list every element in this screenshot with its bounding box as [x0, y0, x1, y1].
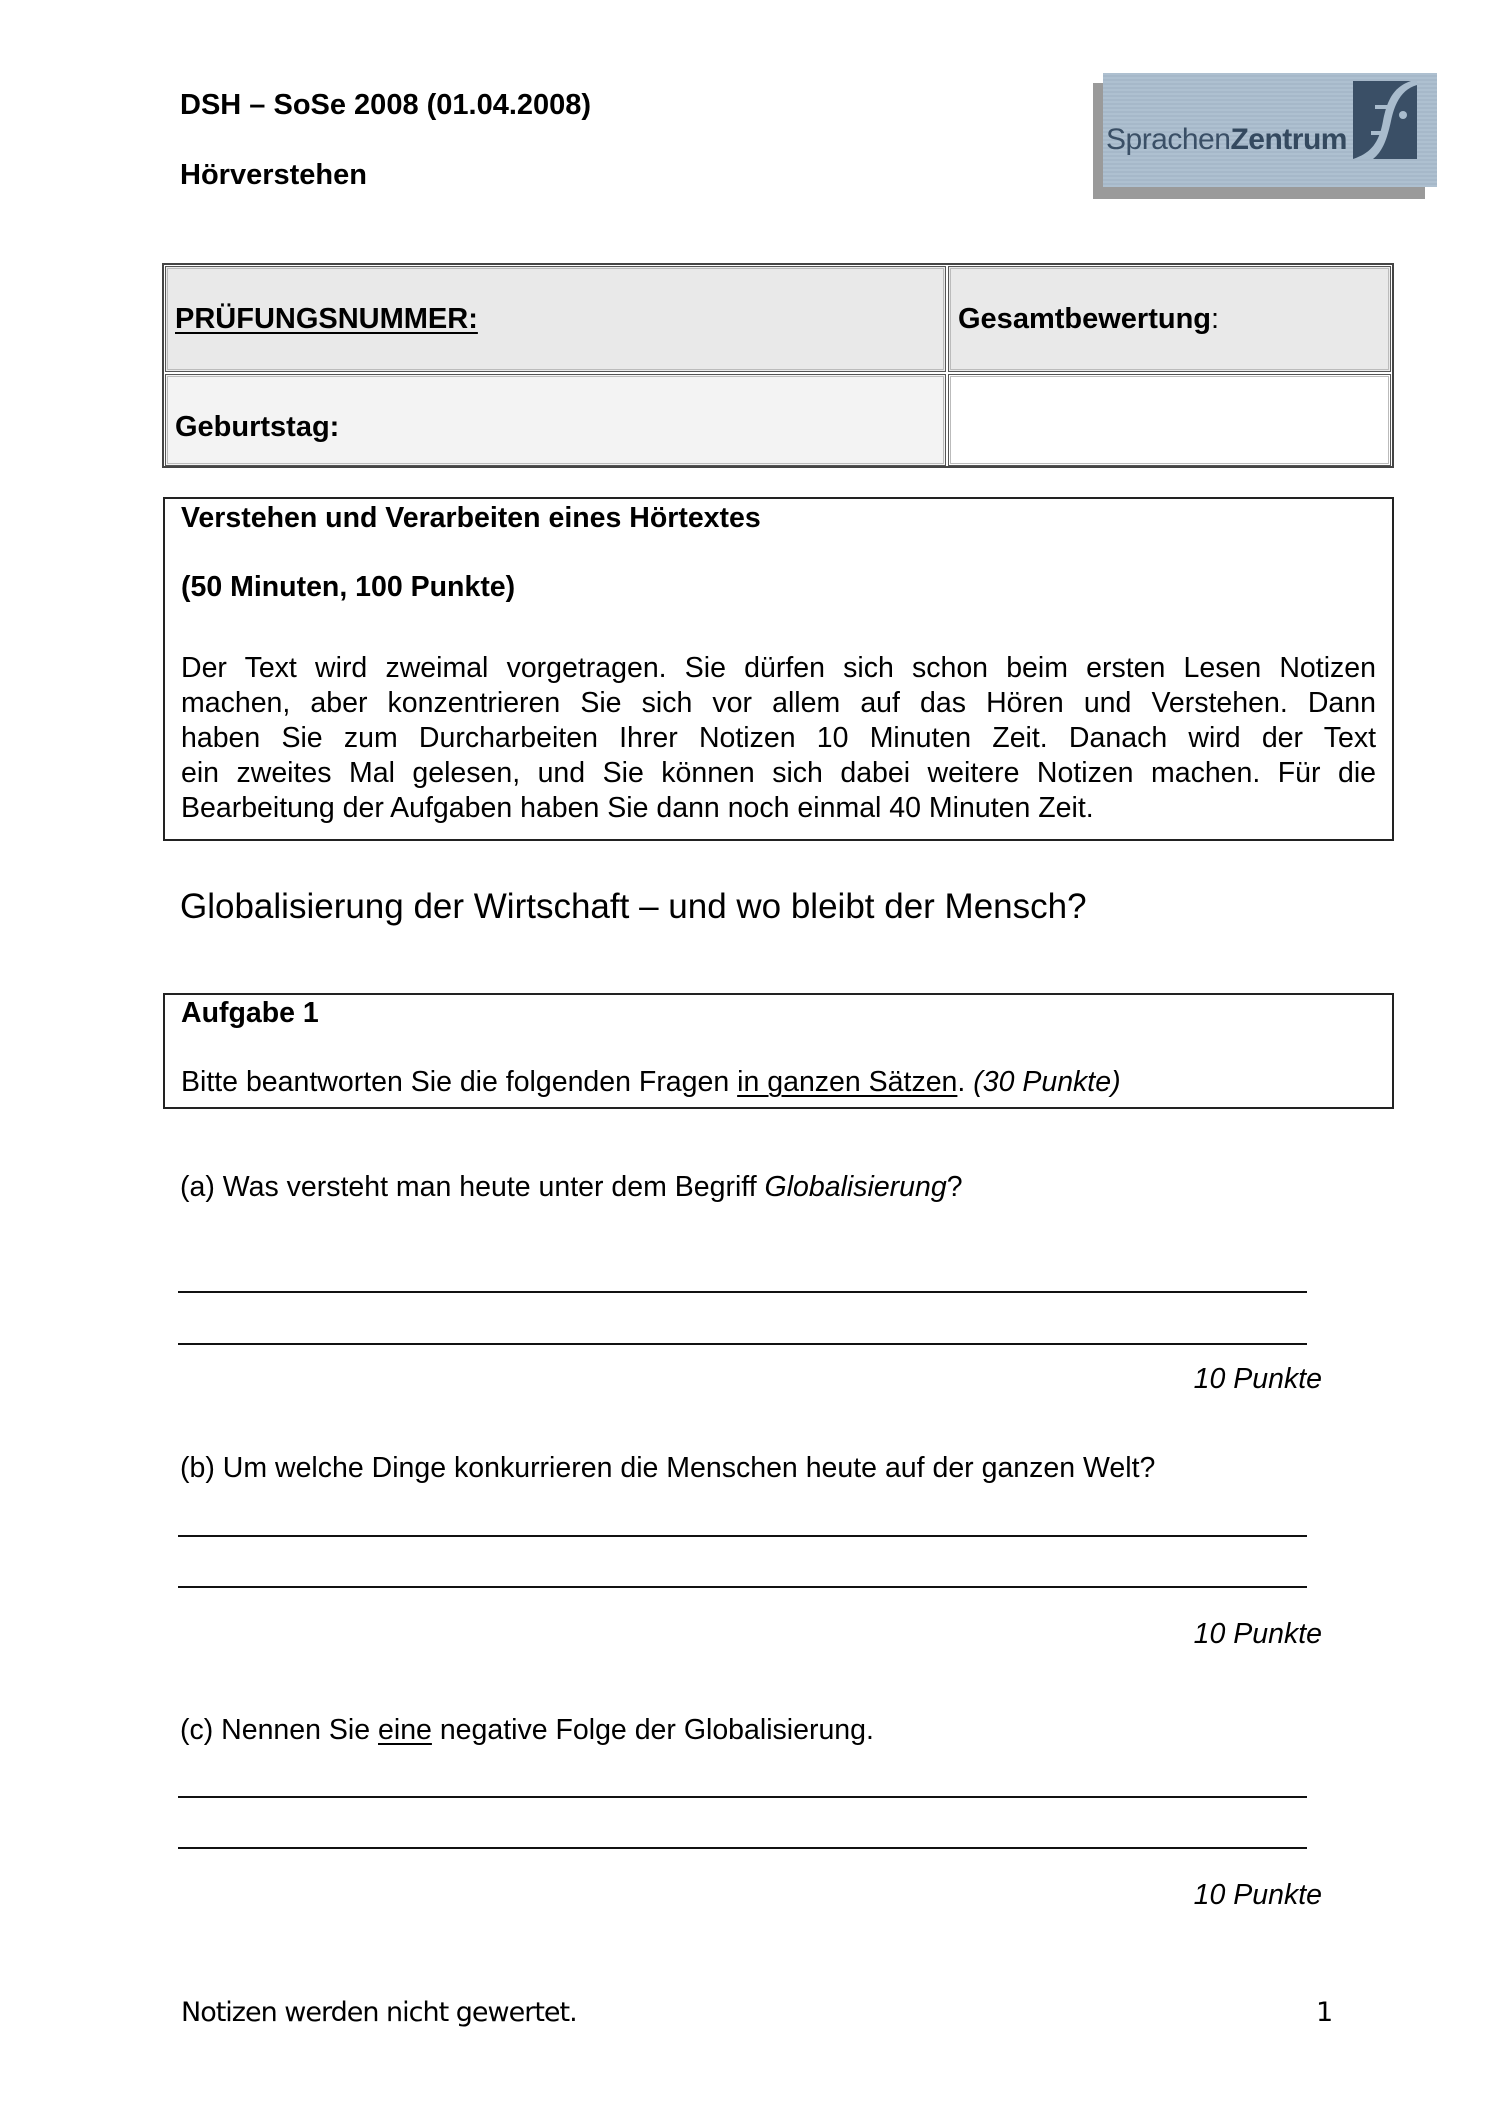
- task-box: [163, 993, 1394, 1109]
- answer-line-a1[interactable]: [178, 1291, 1307, 1293]
- overall-grade-cell[interactable]: [948, 266, 1391, 372]
- answer-line-b1[interactable]: [178, 1535, 1307, 1537]
- page-number: 1: [1316, 1997, 1333, 2028]
- instructions-line: ein zweites Mal gelesen, und Sie können sich dabei weitere Notizen machen. Für die: [181, 757, 1376, 789]
- question-a-points: 10 Punkte: [1193, 1363, 1322, 1395]
- overall-grade-value-cell[interactable]: [948, 374, 1391, 466]
- footer-note: Notizen werden nicht gewertet.: [181, 1997, 577, 2028]
- question-emphasis: eine: [378, 1714, 432, 1746]
- task-instruction: [181, 1066, 1121, 1099]
- overall-grade-label-text: Gesamtbewertung: [958, 303, 1211, 335]
- instructions-line: machen, aber konzentrieren Sie sich vor allem auf das Hören und Verstehen. Dann: [181, 687, 1376, 719]
- overall-grade-colon: :: [1211, 303, 1220, 335]
- answer-line-c1[interactable]: [178, 1796, 1307, 1798]
- question-text: Nennen Sie: [213, 1714, 379, 1746]
- sprachenzentrum-logo: [1103, 73, 1437, 187]
- section-title: Hörverstehen: [180, 159, 367, 191]
- logo-text-bold: Zentrum: [1230, 123, 1347, 156]
- question-a: [180, 1171, 963, 1204]
- question-text: Was versteht man heute unter dem Begriff: [214, 1171, 765, 1203]
- question-b: [180, 1452, 1155, 1485]
- question-punct: ?: [946, 1171, 963, 1203]
- question-c-points: 10 Punkte: [1193, 1879, 1322, 1911]
- question-term: Globalisierung: [764, 1171, 947, 1203]
- logo-text-regular: Sprachen: [1106, 123, 1231, 156]
- task-points: (30 Punkte): [973, 1066, 1121, 1098]
- question-c: [180, 1714, 874, 1747]
- instructions-heading: Verstehen und Verarbeiten eines Hörtextes: [181, 502, 761, 534]
- answer-line-a2[interactable]: [178, 1343, 1307, 1345]
- question-text: Um welche Dinge konkurrieren die Menschen heute auf der ganzen Welt?: [214, 1452, 1156, 1484]
- exam-number-label: PRÜFUNGSNUMMER:: [175, 303, 478, 335]
- instructions-paragraph: [181, 651, 1376, 826]
- task-instruction-text: Bitte beantworten Sie die folgenden Fragen: [181, 1066, 738, 1098]
- answer-line-c2[interactable]: [178, 1847, 1307, 1849]
- question-label: (b): [180, 1452, 215, 1484]
- task-instruction-punct: .: [957, 1066, 974, 1098]
- task-heading: Aufgabe 1: [181, 997, 319, 1029]
- question-label: (c): [180, 1714, 214, 1746]
- instructions-duration: (50 Minuten, 100 Punkte): [181, 571, 516, 603]
- task-instruction-emphasis: in ganzen Sätzen: [737, 1066, 958, 1098]
- exam-title: DSH – SoSe 2008 (01.04.2008): [180, 89, 592, 121]
- instructions-line: Bearbeitung der Aufgaben haben Sie dann noch einmal 40 Minuten Zeit.: [181, 792, 1094, 824]
- instructions-line: haben Sie zum Durcharbeiten Ihrer Notizen 10 Minuten Zeit. Danach wird der Text: [181, 722, 1376, 754]
- question-label: (a): [180, 1171, 215, 1203]
- instructions-box: [163, 497, 1394, 841]
- question-text-end: negative Folge der Globalisierung.: [431, 1714, 874, 1746]
- exam-info-table: [162, 263, 1394, 468]
- logo-wordmark: [1106, 123, 1347, 157]
- instructions-line: Der Text wird zweimal vorgetragen. Sie dürfen sich schon beim ersten Lesen Notizen: [181, 652, 1376, 684]
- overall-grade-label: [958, 303, 1219, 336]
- birthday-cell[interactable]: [165, 374, 946, 466]
- listening-text-title: Globalisierung der Wirtschaft – und wo bleibt der Mensch?: [180, 887, 1087, 926]
- logo-face-icon: [1353, 81, 1417, 159]
- birthday-label: Geburtstag:: [175, 411, 340, 443]
- question-b-points: 10 Punkte: [1193, 1618, 1322, 1650]
- answer-line-b2[interactable]: [178, 1586, 1307, 1588]
- exam-number-cell[interactable]: [165, 266, 946, 372]
